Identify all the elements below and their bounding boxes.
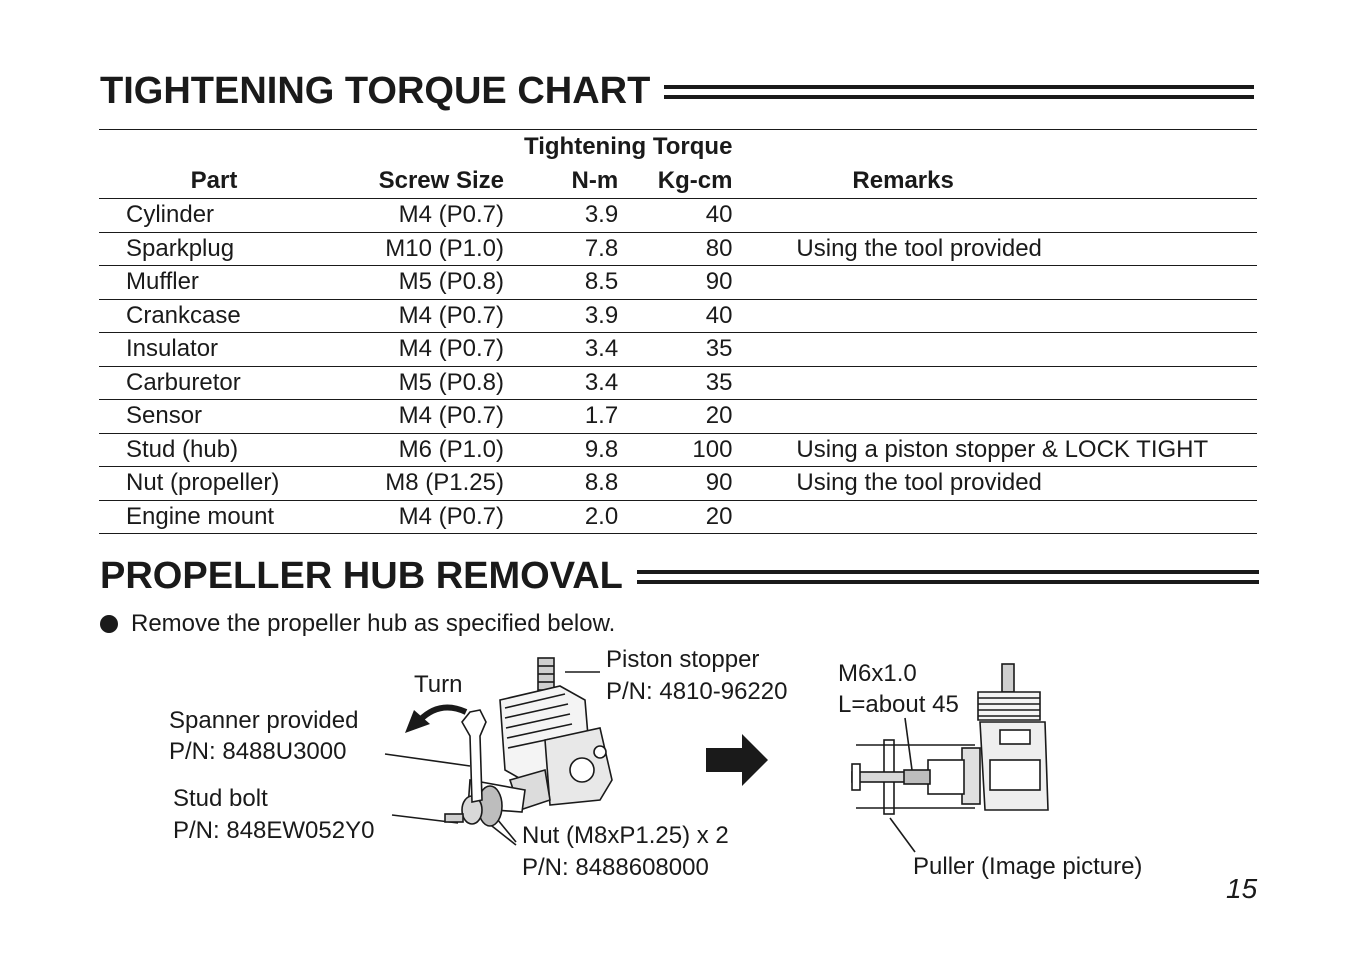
header-nm: N-m bbox=[571, 167, 619, 194]
cell-part: Sparkplug bbox=[99, 232, 359, 266]
cell-kgcm: 90 bbox=[618, 467, 732, 501]
cell-screw-size: M4 (P0.7) bbox=[359, 400, 504, 434]
bolt-leader-line bbox=[905, 718, 912, 770]
cell-kgcm: 100 bbox=[618, 433, 732, 467]
header-kgcm: Kg-cm bbox=[657, 167, 733, 194]
cell-screw-size: M6 (P1.0) bbox=[359, 433, 504, 467]
cell-nm: 3.9 bbox=[504, 199, 618, 233]
puller-leader-line bbox=[890, 818, 915, 852]
header-tightening-torque: Tightening Torque bbox=[524, 133, 733, 160]
cell-remarks: Using the tool provided bbox=[732, 232, 1257, 266]
cell-part: Engine mount bbox=[99, 500, 359, 534]
curved-arrow-icon bbox=[405, 708, 466, 734]
cell-screw-size: M4 (P0.7) bbox=[359, 333, 504, 367]
instruction-text: Remove the propeller hub as specified below. bbox=[131, 610, 616, 637]
cell-part: Cylinder bbox=[99, 199, 359, 233]
puller-label: Puller (Image picture) bbox=[913, 853, 1143, 880]
cell-nm: 7.8 bbox=[504, 232, 618, 266]
cell-screw-size: M4 (P0.7) bbox=[359, 500, 504, 534]
cell-screw-size: M5 (P0.8) bbox=[359, 266, 504, 300]
cell-kgcm: 80 bbox=[618, 232, 732, 266]
stud-pn-label: P/N: 848EW052Y0 bbox=[173, 817, 375, 844]
cell-kgcm: 90 bbox=[618, 266, 732, 300]
cell-nm: 3.4 bbox=[504, 333, 618, 367]
cell-screw-size: M4 (P0.7) bbox=[359, 299, 504, 333]
cell-part: Muffler bbox=[99, 266, 359, 300]
cell-part: Sensor bbox=[99, 400, 359, 434]
bolt-length-label: L=about 45 bbox=[838, 691, 959, 718]
cell-kgcm: 20 bbox=[618, 400, 732, 434]
torque-chart-title-text: TIGHTENING TORQUE CHART bbox=[100, 70, 651, 112]
cell-kgcm: 35 bbox=[618, 366, 732, 400]
nut-pn-label: P/N: 8488608000 bbox=[522, 854, 709, 881]
cell-kgcm: 35 bbox=[618, 333, 732, 367]
spanner-leader-line bbox=[385, 754, 470, 766]
turn-label: Turn bbox=[414, 671, 463, 698]
header-screw-size: Screw Size bbox=[378, 167, 504, 194]
cell-remarks: Using a piston stopper & LOCK TIGHT bbox=[732, 433, 1257, 467]
cell-screw-size: M4 (P0.7) bbox=[359, 199, 504, 233]
cell-nm: 2.0 bbox=[504, 500, 618, 534]
engine-left-figure bbox=[445, 658, 612, 826]
cell-part: Stud (hub) bbox=[99, 433, 359, 467]
piston-name-label: Piston stopper bbox=[606, 646, 760, 673]
cell-nm: 3.9 bbox=[504, 299, 618, 333]
piston-pn-label: P/N: 4810-96220 bbox=[606, 678, 788, 705]
right-arrow-icon bbox=[706, 734, 768, 786]
cell-kgcm: 20 bbox=[618, 500, 732, 534]
cell-screw-size: M5 (P0.8) bbox=[359, 366, 504, 400]
stud-name-label: Stud bolt bbox=[173, 785, 268, 812]
cell-kgcm: 40 bbox=[618, 199, 732, 233]
header-remarks: Remarks bbox=[852, 167, 954, 194]
cell-remarks: Using the tool provided bbox=[732, 467, 1257, 501]
cell-nm: 9.8 bbox=[504, 433, 618, 467]
bolt-spec-label: M6x1.0 bbox=[838, 660, 917, 687]
cell-kgcm: 40 bbox=[618, 299, 732, 333]
cell-nm: 1.7 bbox=[504, 400, 618, 434]
hub-removal-title-text: PROPELLER HUB REMOVAL bbox=[100, 555, 623, 597]
header-part: Part bbox=[190, 167, 238, 194]
cell-part: Crankcase bbox=[99, 299, 359, 333]
cell-part: Nut (propeller) bbox=[99, 467, 359, 501]
cell-part: Insulator bbox=[99, 333, 359, 367]
nut-name-label: Nut (M8xP1.25) x 2 bbox=[522, 822, 729, 849]
cell-screw-size: M8 (P1.25) bbox=[359, 467, 504, 501]
spanner-name-label: Spanner provided bbox=[169, 707, 359, 734]
cell-part: Carburetor bbox=[99, 366, 359, 400]
cell-nm: 3.4 bbox=[504, 366, 618, 400]
cell-nm: 8.5 bbox=[504, 266, 618, 300]
cell-screw-size: M10 (P1.0) bbox=[359, 232, 504, 266]
cell-nm: 8.8 bbox=[504, 467, 618, 501]
spanner-pn-label: P/N: 8488U3000 bbox=[169, 738, 347, 765]
page-number: 15 bbox=[1226, 873, 1258, 904]
